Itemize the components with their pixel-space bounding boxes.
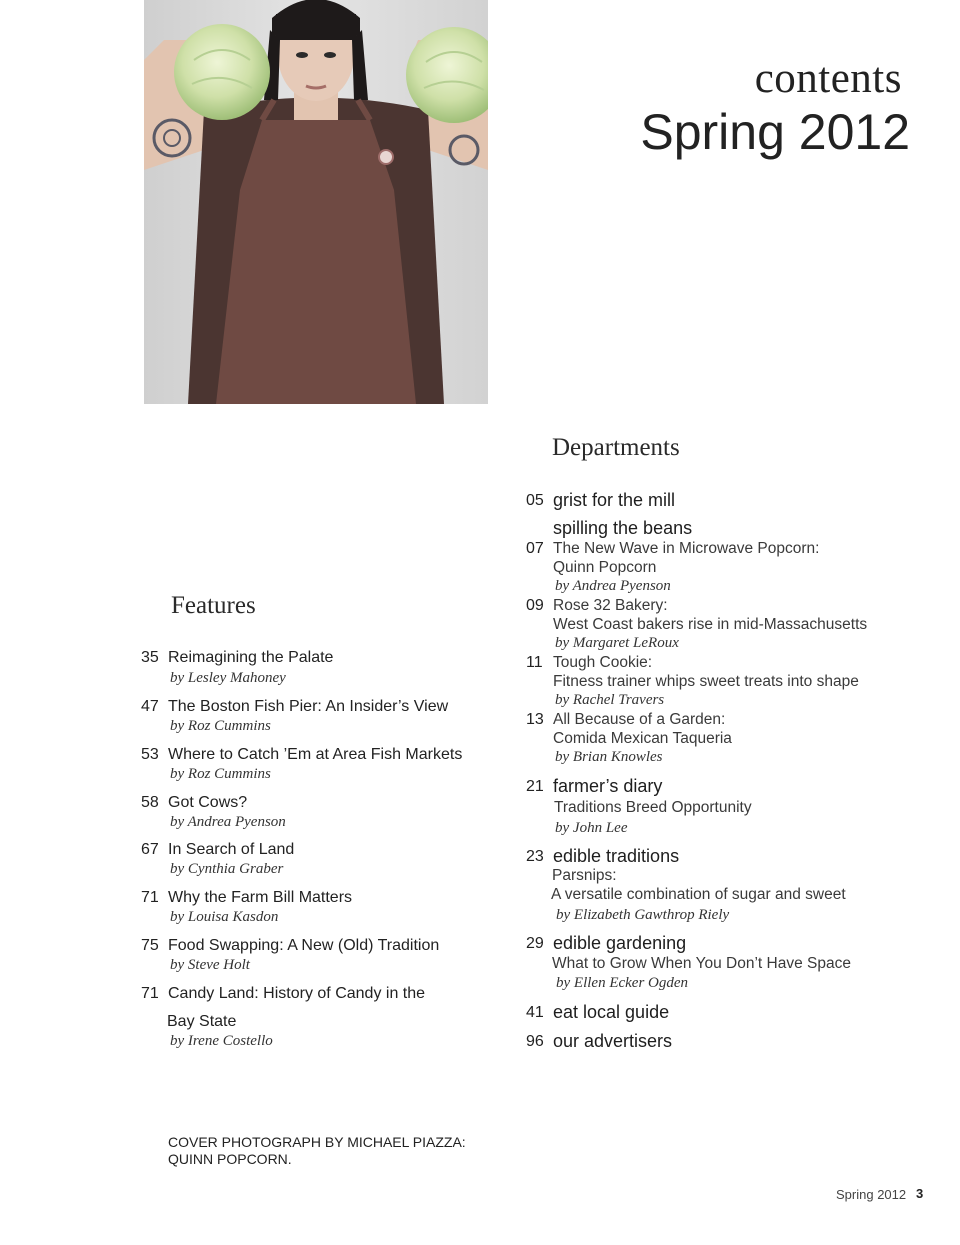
departments-heading: Departments	[552, 434, 680, 461]
contents-heading: contents	[754, 55, 902, 102]
cover-credit	[168, 1134, 478, 1168]
department-page: 21	[526, 778, 544, 795]
department-page: 09	[526, 597, 544, 614]
article-subtitle: Quinn Popcorn	[553, 559, 657, 576]
article-subtitle: A versatile combination of sugar and sweet	[551, 886, 846, 903]
feature-title: Where to Catch ’Em at Area Fish Markets	[168, 746, 463, 763]
department-title: grist for the mill	[553, 490, 676, 510]
department-title: spilling the beans	[553, 518, 693, 538]
feature-byline: by Cynthia Graber	[170, 861, 284, 877]
article-byline: by Elizabeth Gawthrop Riely	[556, 907, 730, 923]
department-title: our advertisers	[553, 1031, 673, 1051]
feature-title: Reimagining the Palate	[168, 649, 334, 666]
cover-credit-line: QUINN POPCORN.	[168, 1151, 292, 1167]
feature-title: Got Cows?	[168, 794, 248, 811]
article-byline: by Andrea Pyenson	[555, 578, 671, 594]
folio-season: Spring 2012	[836, 1187, 907, 1202]
department-page: 23	[526, 848, 544, 865]
article-title: Tough Cookie:	[553, 654, 653, 671]
article-byline: by Margaret LeRoux	[555, 635, 679, 651]
article-byline: by John Lee	[555, 820, 628, 836]
department-page: 41	[526, 1004, 544, 1021]
article-subtitle: What to Grow When You Don’t Have Space	[552, 955, 851, 972]
issue-season-heading: Spring 2012	[640, 104, 910, 160]
feature-byline: by Louisa Kasdon	[170, 909, 279, 925]
cover-photo	[144, 0, 488, 404]
department-page: 05	[526, 492, 544, 509]
feature-title-continued: Bay State	[167, 1013, 237, 1030]
feature-page: 53	[141, 746, 159, 763]
feature-title: In Search of Land	[168, 841, 295, 858]
feature-page: 71	[141, 985, 159, 1002]
feature-title: The Boston Fish Pier: An Insider’s View	[168, 698, 449, 715]
feature-title: Why the Farm Bill Matters	[168, 889, 353, 906]
article-byline: by Brian Knowles	[555, 749, 663, 765]
feature-byline: by Roz Cummins	[170, 766, 271, 782]
article-title: Rose 32 Bakery:	[553, 597, 668, 614]
feature-byline: by Andrea Pyenson	[170, 814, 286, 830]
cover-photo-illustration	[144, 0, 488, 404]
department-page: 29	[526, 935, 544, 952]
department-title: edible gardening	[553, 933, 687, 953]
article-subtitle: Traditions Breed Opportunity	[554, 799, 752, 816]
department-title: farmer’s diary	[553, 776, 663, 796]
feature-title: Food Swapping: A New (Old) Tradition	[168, 937, 440, 954]
feature-page: 35	[141, 649, 159, 666]
article-title: Parsnips:	[552, 867, 617, 884]
article-subtitle: Fitness trainer whips sweet treats into shape	[553, 673, 859, 690]
feature-page: 58	[141, 794, 159, 811]
features-heading: Features	[171, 592, 256, 619]
article-title: All Because of a Garden:	[553, 711, 726, 728]
article-byline: by Rachel Travers	[555, 692, 665, 708]
article-subtitle: Comida Mexican Taqueria	[553, 730, 732, 747]
feature-page: 67	[141, 841, 159, 858]
article-subtitle: West Coast bakers rise in mid-Massachusetts	[553, 616, 868, 633]
feature-byline: by Steve Holt	[170, 957, 250, 973]
department-page: 11	[526, 654, 543, 671]
article-title: The New Wave in Microwave Popcorn:	[553, 540, 820, 557]
feature-title: Candy Land: History of Candy in the	[168, 985, 426, 1002]
feature-page: 75	[141, 937, 159, 954]
department-title: eat local guide	[553, 1002, 670, 1022]
feature-page: 71	[141, 889, 159, 906]
department-page: 07	[526, 540, 544, 557]
cover-credit-line: COVER PHOTOGRAPH BY MICHAEL PIAZZA:	[168, 1134, 466, 1150]
folio-page-number: 3	[916, 1186, 924, 1201]
department-page: 13	[526, 711, 544, 728]
feature-page: 47	[141, 698, 159, 715]
department-page: 96	[526, 1033, 544, 1050]
department-title: edible traditions	[553, 846, 680, 866]
article-byline: by Ellen Ecker Ogden	[556, 975, 689, 991]
feature-byline: by Irene Costello	[170, 1033, 273, 1049]
feature-byline: by Roz Cummins	[170, 718, 271, 734]
feature-byline: by Lesley Mahoney	[170, 670, 286, 686]
